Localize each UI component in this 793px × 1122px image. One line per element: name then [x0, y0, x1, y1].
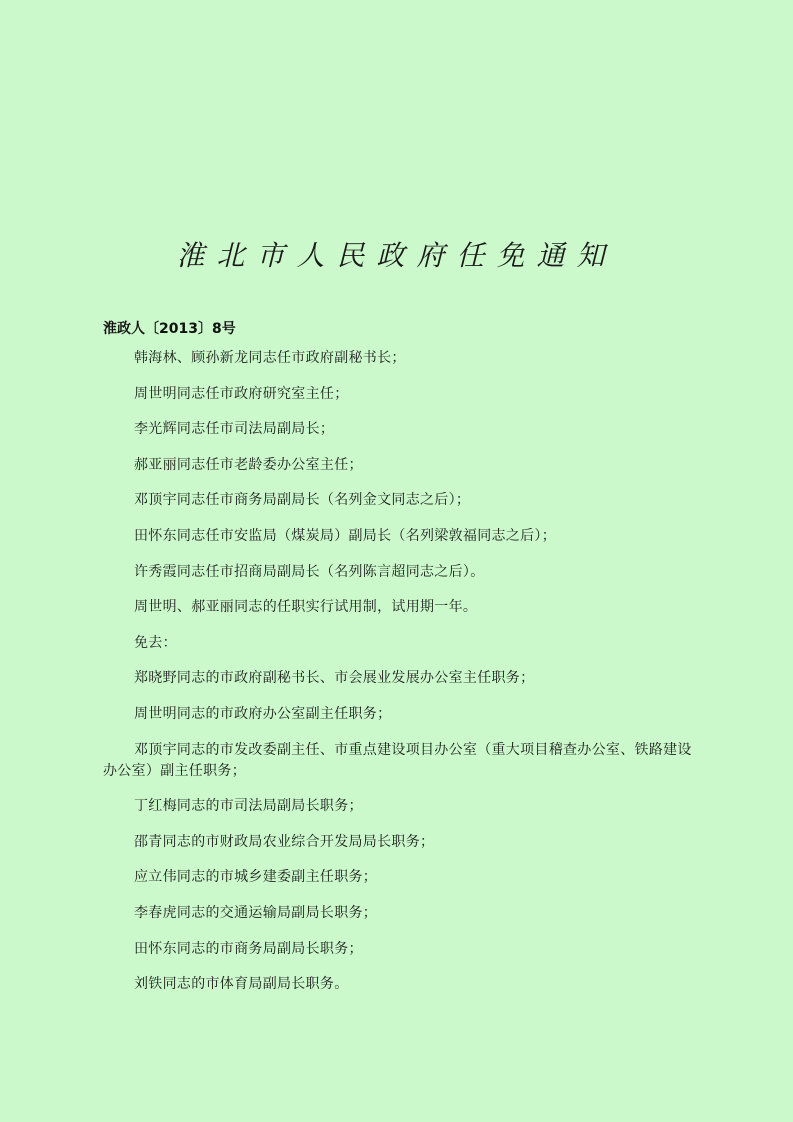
paragraph: 免去： — [134, 634, 177, 651]
paragraph: 韩海林、顾孙新龙同志任市政府副秘书长； — [134, 350, 406, 366]
paragraph: 周世明同志的市政府办公室副主任职务； — [134, 705, 392, 722]
document-body — [103, 348, 703, 1010]
paragraph: 周世明同志任市政府研究室主任； — [134, 385, 349, 402]
paragraph: 周世明、郝亚丽同志的任职实行试用制，试用期一年。 — [134, 599, 478, 616]
paragraph: 田怀东同志任市安监局（煤炭局）副局长（名列梁敦福同志之后）； — [134, 527, 556, 544]
paragraph: 郝亚丽同志任市老龄委办公室主任； — [134, 456, 363, 473]
paragraph: 邵青同志的市财政局农业综合开发局局长职务； — [134, 833, 435, 850]
paragraph: 许秀霞同志任市招商局副局长（名列陈言超同志之后）。 — [134, 563, 485, 580]
paragraph: 郑晓野同志的市政府副秘书长、市会展业发展办公室主任职务； — [134, 670, 535, 687]
paragraph: 田怀东同志的市商务局副局长职务； — [134, 940, 363, 957]
paragraph: 李光辉同志任市司法局副局长； — [134, 421, 335, 438]
paragraph: 李春虎同志的交通运输局副局长职务； — [134, 904, 378, 921]
paragraph: 丁红梅同志的市司法局副局长职务； — [134, 798, 363, 815]
document-title: 淮北市人民政府任免通知 — [176, 239, 617, 272]
paragraph: 应立伟同志的市城乡建委副主任职务； — [134, 869, 378, 886]
paragraph: 邓顶宇同志任市商务局副局长（名列金文同志之后）； — [134, 492, 471, 509]
paragraph: 邓顶宇同志的市发改委副主任、市重点建设项目办公室（重大项目稽查办公室、铁路建设办公室）副主任职务； — [103, 741, 692, 779]
paragraph: 刘铁同志的市体育局副局长职务。 — [134, 976, 349, 993]
document-number: 淮政人〔2013〕8号 — [103, 321, 236, 337]
